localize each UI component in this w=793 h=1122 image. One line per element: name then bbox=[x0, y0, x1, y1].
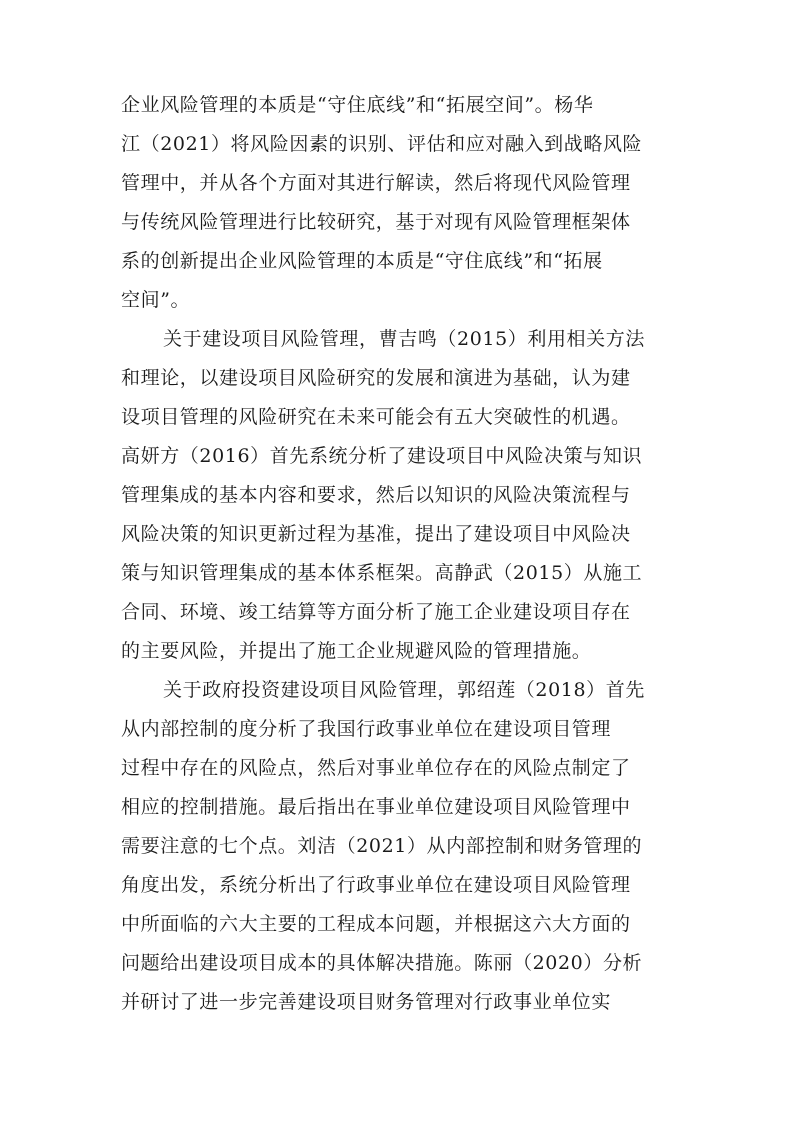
text-line: 合同、环境、竣工结算等方面分析了施工企业建设项目存在 bbox=[121, 601, 631, 623]
text-line: 角度出发，系统分析出了行政事业单位在建设项目风险管理 bbox=[121, 874, 631, 896]
text-line: 企业风险管理的本质是“守住底线”和“拓展空间”。杨华 bbox=[121, 94, 594, 116]
text-line: 空间”。 bbox=[121, 289, 191, 311]
text-line: 中所面临的六大主要的工程成本问题，并根据这六大方面的 bbox=[121, 913, 631, 935]
text-line: 并研讨了进一步完善建设项目财务管理对行政事业单位实 bbox=[121, 991, 612, 1013]
text-line: 风险决策的知识更新过程为基准，提出了建设项目中风险决 bbox=[121, 523, 631, 545]
text-line: 管理集成的基本内容和要求，然后以知识的风险决策流程与 bbox=[121, 484, 631, 506]
text-line: 过程中存在的风险点，然后对事业单位存在的风险点制定了 bbox=[121, 757, 631, 779]
text-line: 的主要风险，并提出了施工企业规避风险的管理措施。 bbox=[121, 640, 592, 662]
text-line: 高妍方（2016）首先系统分析了建设项目中风险决策与知识 bbox=[121, 445, 643, 467]
text-line: 相应的控制措施。最后指出在事业单位建设项目风险管理中 bbox=[121, 796, 631, 818]
text-line: 管理中，并从各个方面对其进行解读，然后将现代风险管理 bbox=[121, 172, 631, 194]
text-line: 从内部控制的度分析了我国行政事业单位在建设项目管理 bbox=[121, 718, 612, 740]
text-line: 策与知识管理集成的基本体系框架。高静武（2015）从施工 bbox=[121, 562, 643, 584]
text-line: 需要注意的七个点。刘洁（2021）从内部控制和财务管理的 bbox=[121, 835, 643, 857]
text-line: 与传统风险管理进行比较研究，基于对现有风险管理框架体 bbox=[121, 211, 631, 233]
text-line: 关于建设项目风险管理，曹吉鸣（2015）利用相关方法 bbox=[163, 328, 645, 350]
text-line: 江（2021）将风险因素的识别、评估和应对融入到战略风险 bbox=[121, 133, 643, 155]
text-line: 问题给出建设项目成本的具体解决措施。陈丽（2020）分析 bbox=[121, 952, 643, 974]
text-line: 和理论，以建设项目风险研究的发展和演进为基础，认为建 bbox=[121, 367, 631, 389]
text-line: 设项目管理的风险研究在未来可能会有五大突破性的机遇。 bbox=[121, 406, 631, 428]
text-line: 系的创新提出企业风险管理的本质是“守住底线”和“拓展 bbox=[121, 250, 603, 272]
text-line: 关于政府投资建设项目风险管理，郭绍莲（2018）首先 bbox=[163, 679, 645, 701]
